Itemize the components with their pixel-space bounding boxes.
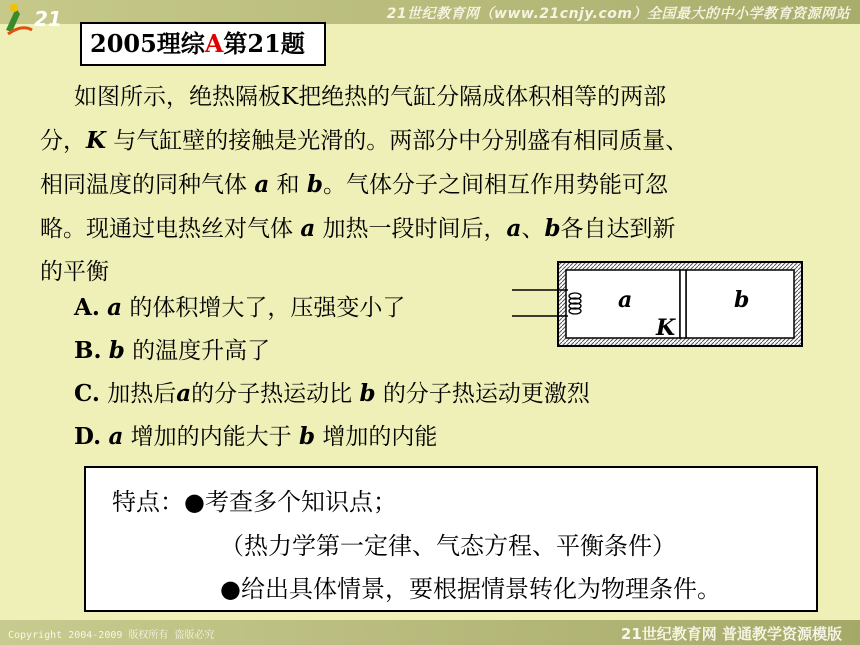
title-highlight: A <box>204 29 224 58</box>
option-d: D. a 增加的内能大于 b 增加的内能 <box>74 423 438 450</box>
question-text: 如图所示，绝热隔板K把绝热的气缸分隔成体积相等的两部 分，K 与气缸壁的接触是光滑的。两部分中分别盛有相同质量、 相同温度的同种气体 a 和 b。气体分子之间相互作用势能可忽 略。现通过电热丝对气体 a 加热一段时间后，a、b各自达到新 的平衡 <box>40 84 689 285</box>
notes-box <box>84 466 818 612</box>
svg-text:21: 21 <box>34 7 62 31</box>
page-title: 2005理综A第21题 <box>80 22 326 66</box>
site-banner-text: 21世纪教育网（www.21cnjy.com）全国最大的中小学教育资源网站 <box>386 6 850 22</box>
note-line-1: 特点：●考查多个知识点； <box>112 488 397 516</box>
label-k: K <box>656 315 676 341</box>
footer-brand: 21世纪教育网 普通教学资源模版 <box>620 625 842 643</box>
label-a: a <box>618 287 633 313</box>
cylinder-diagram <box>510 258 810 350</box>
option-b: B. b 的温度升高了 <box>74 337 271 364</box>
logo-icon <box>2 0 72 40</box>
option-a: A. a 的体积增大了，压强变小了 <box>74 294 406 321</box>
option-c: C. 加热后a的分子热运动比 b 的分子热运动更激烈 <box>74 380 590 407</box>
copyright-text: Copyright 2004-2009 版权所有 盗版必究 <box>8 630 215 641</box>
note-line-3: ●给出具体情景，要根据情景转化为物理条件。 <box>220 575 721 603</box>
label-b: b <box>734 287 750 313</box>
note-line-2: （热力学第一定律、气态方程、平衡条件） <box>220 532 676 560</box>
partition-k <box>680 270 686 338</box>
